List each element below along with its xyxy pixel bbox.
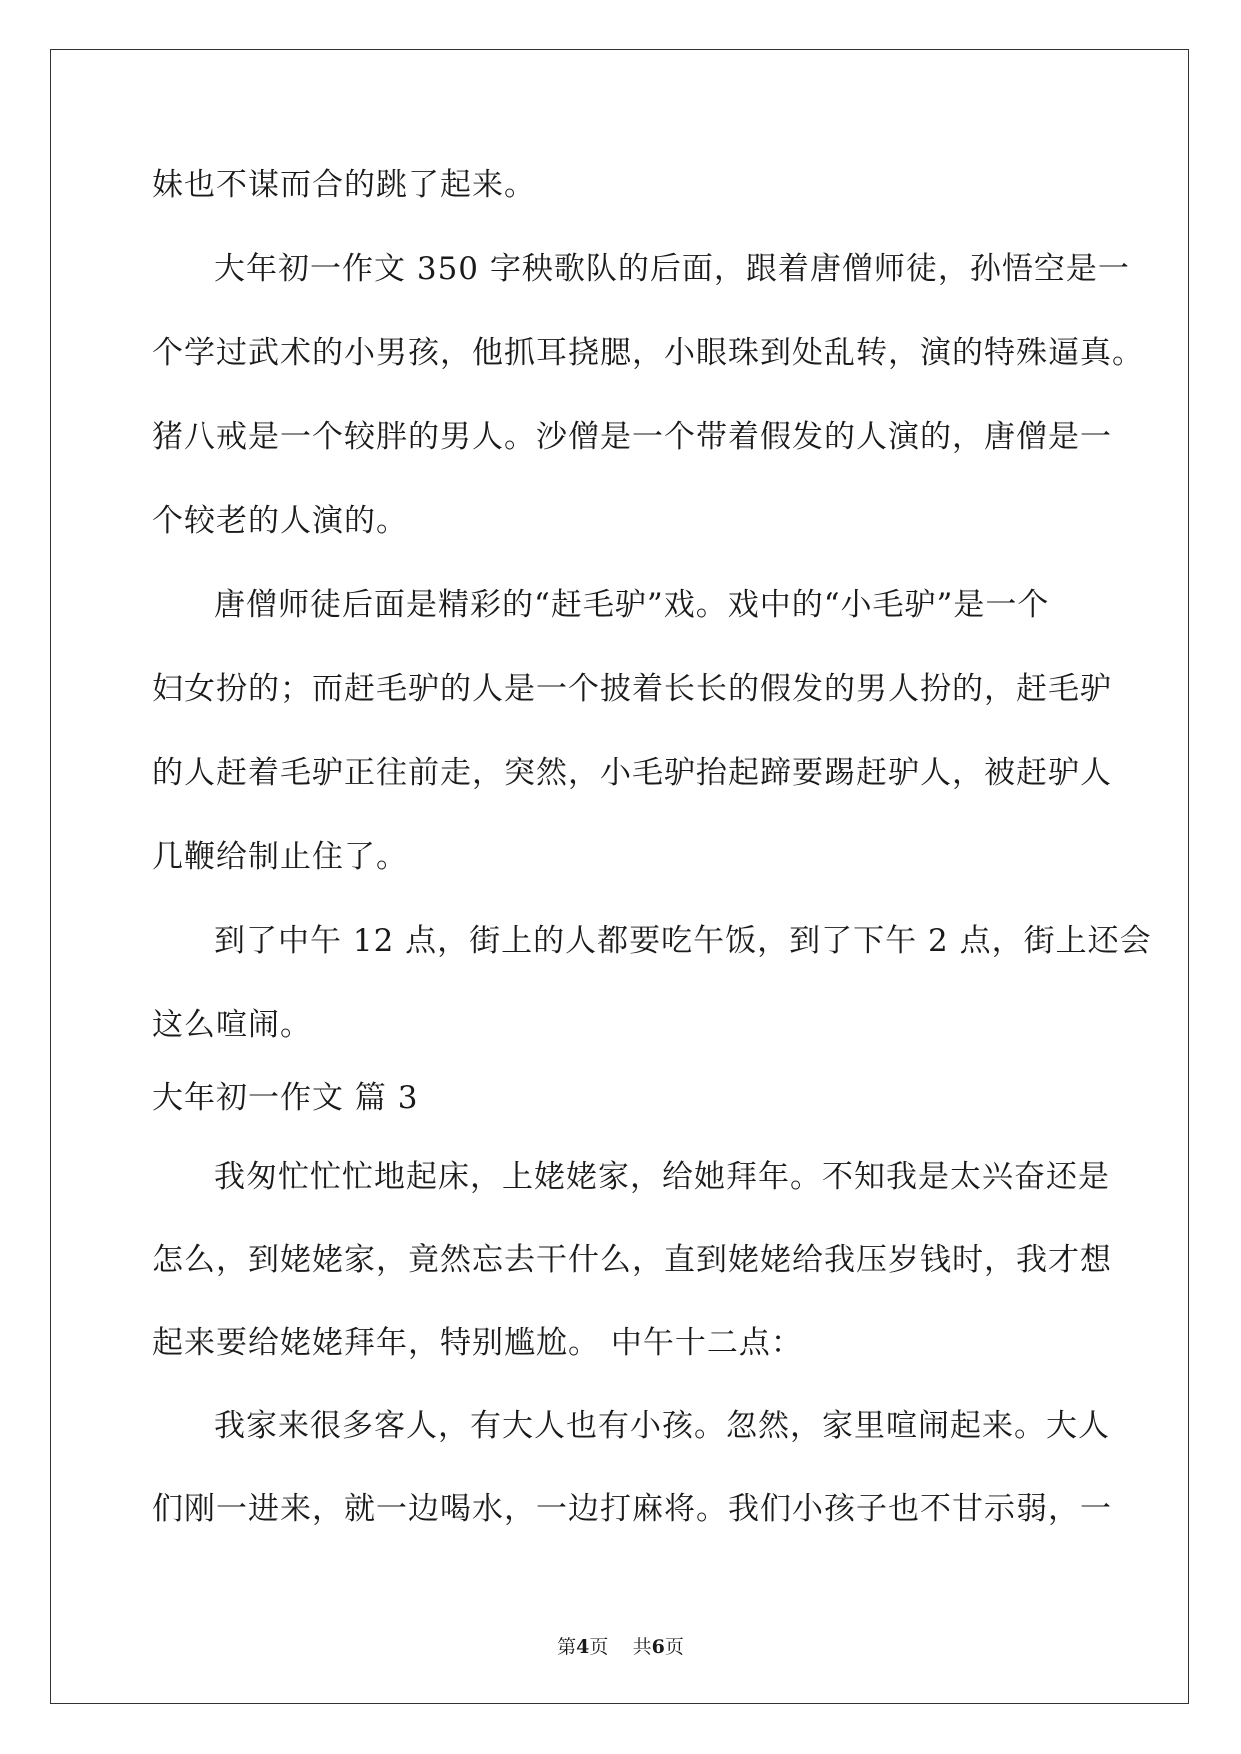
text-line: 怎么，到姥姥家，竟然忘去干什么，直到姥姥给我压岁钱时，我才想 [152, 1242, 1112, 1278]
text-line: 我匆忙忙忙地起床，上姥姥家，给她拜年。不知我是太兴奋还是 [214, 1159, 1110, 1195]
text-line: 猪八戒是一个较胖的男人。沙僧是一个带着假发的人演的，唐僧是一 [152, 419, 1112, 455]
text-line: 妇女扮的；而赶毛驴的人是一个披着长长的假发的男人扮的，赶毛驴 [152, 671, 1112, 707]
text-line: 大年初一作文 350 字秧歌队的后面，跟着唐僧师徒，孙悟空是一 [214, 251, 1130, 287]
current-page-number: 4 [576, 1636, 590, 1658]
text-line: 的人赶着毛驴正往前走，突然，小毛驴抬起蹄要踢赶驴人，被赶驴人 [152, 755, 1112, 791]
footer-prefix: 第 [557, 1636, 577, 1658]
footer-middle: 页 共 [589, 1636, 652, 1658]
page-footer [0, 1635, 1241, 1659]
text-line: 几鞭给制止住了。 [152, 839, 408, 875]
text-line: 起来要给姥姥拜年，特别尴尬。 中午十二点： [152, 1325, 803, 1361]
text-line: 到了中午 12 点，街上的人都要吃午饭，到了下午 2 点，街上还会 [214, 923, 1152, 959]
section-heading: 大年初一作文 篇 3 [152, 1080, 419, 1116]
footer-suffix: 页 [664, 1636, 684, 1658]
text-line: 我家来很多客人，有大人也有小孩。忽然，家里喧闹起来。大人 [214, 1408, 1110, 1444]
text-line: 个较老的人演的。 [152, 503, 408, 539]
text-line: 这么喧闹。 [152, 1007, 312, 1043]
text-line: 妹也不谋而合的跳了起来。 [152, 167, 536, 203]
text-line: 个学过武术的小男孩，他抓耳挠腮，小眼珠到处乱转，演的特殊逼真。 [152, 335, 1144, 371]
text-line: 唐僧师徒后面是精彩的“赶毛驴”戏。戏中的“小毛驴”是一个 [214, 587, 1050, 623]
total-pages-number: 6 [651, 1636, 665, 1658]
text-line: 们刚一进来，就一边喝水，一边打麻将。我们小孩子也不甘示弱，一 [152, 1491, 1112, 1527]
